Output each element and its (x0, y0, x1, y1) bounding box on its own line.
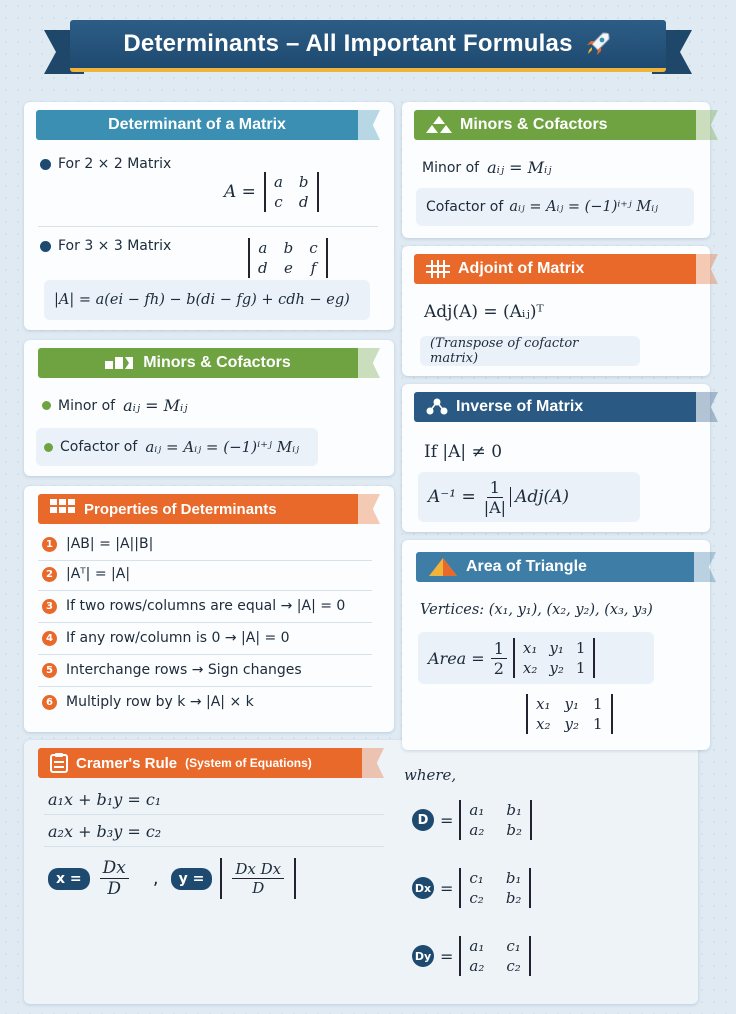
area-lhs: Area = (428, 648, 485, 668)
property-text: |AB| = |A||B| (66, 536, 154, 552)
Dy-matrix (459, 936, 530, 976)
divider (38, 622, 372, 623)
heading-minors-right (414, 110, 696, 140)
inverse-denominator: |A| (483, 497, 507, 517)
inverse-condition: If |A| ≠ 0 (424, 442, 503, 462)
cramer-D (412, 800, 532, 840)
y-fraction-box (220, 858, 296, 899)
property-text: If two rows/columns are equal → |A| = 0 (66, 598, 346, 614)
cofactor-left-box (36, 428, 318, 466)
heading-inverse-text: Inverse of Matrix (456, 398, 584, 415)
card-properties (24, 486, 394, 732)
divider (38, 590, 372, 591)
x-denominator: D (107, 879, 122, 899)
area-cell: 1 (575, 639, 586, 657)
matrix-2x2-grid (264, 172, 319, 212)
area-cell: 1 (592, 715, 603, 733)
area-cell: x₂ (536, 715, 551, 733)
heading-determinant-text: Determinant of a Matrix (108, 116, 286, 133)
Dx-cell: c₂ (469, 889, 484, 907)
D-cell: a₂ (469, 821, 485, 839)
divider (38, 560, 372, 561)
bullet-icon (40, 159, 51, 170)
D-cell: b₂ (506, 821, 522, 839)
heading-cramer-text: Cramer's Rule (76, 754, 178, 772)
property-item (42, 566, 130, 582)
m3-cell: c (309, 239, 318, 257)
area-matrix-2-wrap (526, 694, 613, 734)
property-item (42, 598, 345, 614)
property-text: Interchange rows → Sign changes (66, 662, 302, 678)
label-3x3-text: For 3 × 3 Matrix (58, 238, 172, 254)
heading-adjoint-text: Adjoint of Matrix (458, 260, 585, 277)
heading-properties (38, 494, 358, 524)
grid-icon (50, 499, 76, 519)
heading-cramer-sub: (System of Equations) (185, 756, 312, 770)
det-formula: |A| = a(ei − fh) − b(di − fg) + cdh − eg) (54, 292, 350, 308)
property-item (42, 662, 302, 678)
cofactor-right-expr: aᵢⱼ = Aᵢⱼ = (−1)ⁱ⁺ʲ Mᵢⱼ (509, 199, 658, 215)
heading-determinant (36, 110, 358, 140)
property-item (42, 630, 290, 646)
card-cramer (24, 740, 698, 1004)
m3-cell: e (283, 259, 293, 277)
minor-left-expr: aᵢⱼ = Mᵢⱼ (123, 396, 188, 415)
property-number: 5 (42, 663, 57, 678)
adjoint-formula: Adj(A) = (Aᵢⱼ)ᵀ (424, 302, 544, 322)
banner-main (70, 20, 666, 72)
bullet-icon (42, 401, 51, 410)
bullet-icon (44, 443, 53, 452)
x-numerator: Dx (100, 858, 129, 879)
card-determinant (24, 102, 394, 330)
area-matrix-1 (513, 638, 596, 678)
property-number: 6 (42, 695, 57, 710)
y-denominator: D (252, 879, 265, 897)
Dx-cell: b₁ (505, 869, 522, 887)
equals: = (440, 946, 454, 966)
title-banner (44, 20, 692, 78)
x-fraction (100, 858, 129, 899)
det-formula-box (44, 280, 370, 320)
heading-minors-right-text: Minors & Cofactors (460, 116, 608, 133)
property-text: Multiply row by k → |A| × k (66, 694, 254, 710)
area-cell: y₂ (564, 715, 579, 733)
heading-inverse (414, 392, 696, 422)
triangle-icon (428, 557, 458, 577)
area-matrix-2 (526, 694, 613, 734)
m2-cell: c (274, 193, 283, 211)
matrix-3x3 (248, 238, 328, 278)
area-cell: 1 (575, 659, 586, 677)
property-text: If any row/column is 0 → |A| = 0 (66, 630, 290, 646)
card-inverse (402, 384, 710, 532)
cofactor-left-label: Cofactor of (60, 439, 138, 455)
bullet-icon (40, 241, 51, 252)
heading-area-text: Area of Triangle (466, 558, 587, 575)
area-vertices: Vertices: (x₁, y₁), (x₂, y₂), (x₃, y₃) (420, 602, 653, 618)
heading-area (416, 552, 694, 582)
cramer-Dy (412, 936, 531, 976)
minor-left (42, 396, 188, 415)
divider (38, 654, 372, 655)
rocket-icon (583, 29, 613, 59)
cofactor-left-expr: aᵢⱼ = Aᵢⱼ = (−1)ⁱ⁺ʲ Mᵢⱼ (145, 438, 300, 456)
nodes-icon (426, 398, 448, 416)
cramer-eq2: a₂x + b₃y = c₂ (48, 822, 162, 841)
inverse-numerator: 1 (487, 478, 503, 498)
card-area (402, 540, 710, 750)
adjoint-note: (Transpose of cofactor matrix) (430, 336, 579, 366)
comma: , (152, 868, 159, 889)
area-numerator: 1 (491, 639, 507, 659)
Dx-badge: Dx (412, 877, 434, 899)
Dy-badge: Dy (412, 945, 434, 967)
area-formula-box (418, 632, 654, 684)
inverse-rhs: Adj(A) (510, 487, 569, 507)
divider (38, 226, 378, 227)
divider (38, 686, 372, 687)
property-number: 1 (42, 537, 57, 552)
label-2x2-text: For 2 × 2 Matrix (58, 156, 172, 172)
m3-cell: a (258, 239, 268, 257)
equals: = (440, 878, 454, 898)
m3-cell: d (258, 259, 268, 277)
adjoint-note-box (420, 336, 640, 366)
area-cell: 1 (592, 695, 603, 713)
D-cell: b₁ (506, 801, 522, 819)
cofactor-right-box (416, 188, 694, 226)
area-denominator: 2 (493, 658, 504, 678)
inverse-formula-box (418, 472, 640, 522)
card-minors-right (402, 102, 710, 238)
inverse-fraction (484, 478, 506, 517)
area-cell: x₁ (522, 639, 538, 657)
clipboard-icon (50, 753, 68, 773)
label-2x2 (40, 156, 171, 172)
m3-cell: f (310, 259, 317, 277)
page-title: Determinants – All Important Formulas (123, 30, 573, 57)
m3-cell: b (283, 239, 294, 257)
property-number: 3 (42, 599, 57, 614)
heading-adjoint (414, 254, 696, 284)
m2-cell: b (298, 173, 309, 191)
area-cell: y₁ (549, 639, 564, 657)
cramer-x (48, 858, 296, 899)
heading-cramer (38, 748, 362, 778)
property-number: 4 (42, 631, 57, 646)
cofactor-right-label: Cofactor of (426, 199, 504, 215)
heading-properties-text: Properties of Determinants (84, 500, 277, 518)
hash-grid-icon (426, 260, 450, 278)
a-equals: A = (224, 182, 256, 202)
property-item (42, 536, 153, 552)
y-numerator: Dx Dx (232, 860, 284, 879)
cramer-Dx (412, 868, 531, 908)
triangles-icon (426, 116, 452, 134)
area-cell: y₂ (549, 659, 564, 677)
minor-right-label: Minor of (422, 159, 480, 176)
property-text: |Aᵀ| = |A| (66, 566, 131, 582)
Dx-matrix (459, 868, 531, 908)
blocks-icon (105, 355, 135, 371)
inverse-lhs: A⁻¹ = (428, 487, 476, 507)
area-cell: x₂ (522, 659, 538, 677)
heading-minors-left (38, 348, 358, 378)
Dy-cell: a₂ (469, 957, 485, 975)
area-cell: y₁ (564, 695, 579, 713)
divider (44, 814, 384, 815)
area-cell: x₁ (536, 695, 551, 713)
Dx-cell: c₁ (469, 869, 484, 887)
heading-minors-left-text: Minors & Cofactors (143, 354, 291, 371)
minor-right-expr: aᵢⱼ = Mᵢⱼ (487, 158, 552, 177)
minor-right (422, 158, 552, 177)
card-minors-left (24, 340, 394, 476)
divider (44, 846, 384, 847)
equals: = (440, 810, 454, 830)
minor-left-label: Minor of (58, 397, 116, 414)
matrix-2x2 (224, 172, 319, 212)
m2-cell: a (273, 173, 283, 191)
area-fraction (491, 639, 507, 678)
y-fraction (232, 860, 284, 897)
m2-cell: d (298, 193, 309, 211)
Dy-cell: a₁ (469, 937, 485, 955)
Dy-cell: c₂ (506, 957, 521, 975)
Dy-cell: c₁ (506, 937, 521, 955)
matrix-3x3-grid (248, 238, 328, 278)
label-3x3 (40, 238, 171, 254)
D-badge: D (412, 809, 434, 831)
D-matrix (459, 800, 532, 840)
y-badge: y = (171, 868, 213, 890)
property-number: 2 (42, 567, 57, 582)
card-adjoint (402, 246, 710, 376)
cramer-eq1: a₁x + b₁y = c₁ (48, 790, 162, 809)
cramer-where: where, (404, 766, 457, 784)
Dx-cell: b₂ (505, 889, 522, 907)
D-cell: a₁ (469, 801, 485, 819)
property-item (42, 694, 254, 710)
x-badge: x = (48, 868, 90, 890)
